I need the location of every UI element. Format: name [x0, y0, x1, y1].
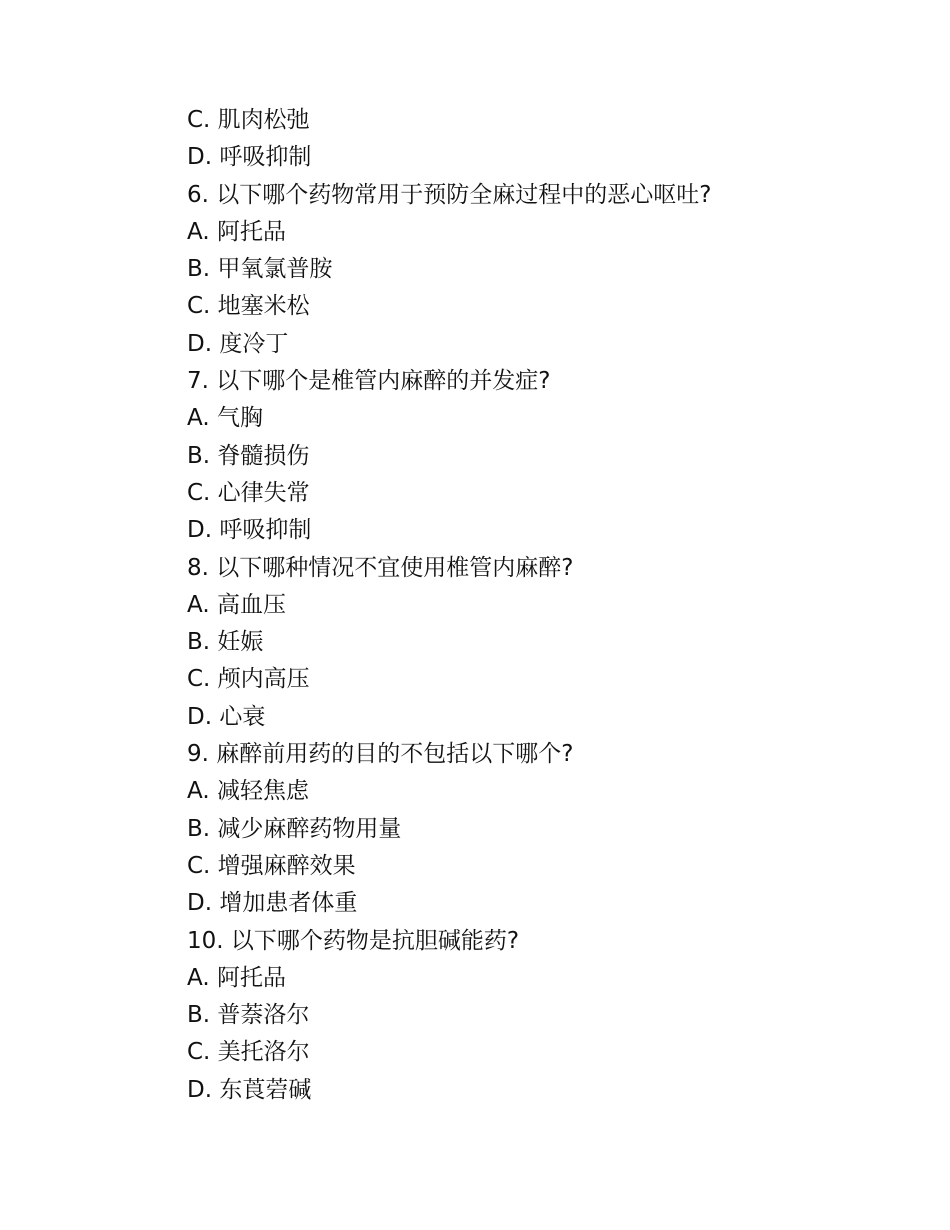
- option-text: D. 呼吸抑制: [187, 517, 312, 544]
- option-text: C. 肌肉松弛: [187, 107, 310, 133]
- option-text: A. 减轻焦虑: [187, 778, 309, 805]
- option-text: D. 增加患者体重: [187, 890, 358, 917]
- question-text: 10. 以下哪个药物是抗胆碱能药?: [187, 927, 520, 954]
- option-text: D. 呼吸抑制: [187, 144, 312, 171]
- question-text: 9. 麻醉前用药的目的不包括以下哪个?: [187, 741, 574, 768]
- option-text: C. 地塞米松: [187, 293, 310, 320]
- option-text: C. 心律失常: [187, 479, 310, 506]
- option-text: B. 脊髓损伤: [187, 442, 310, 469]
- option-text: A. 高血压: [187, 591, 286, 618]
- question-text: 8. 以下哪种情况不宜使用椎管内麻醉?: [187, 554, 574, 581]
- option-text: C. 增强麻醉效果: [187, 852, 356, 879]
- option-text: C. 颅内高压: [187, 666, 310, 693]
- option-text: A. 阿托品: [187, 218, 286, 245]
- option-text: A. 气胸: [187, 405, 263, 432]
- question-text: 6. 以下哪个药物常用于预防全麻过程中的恶心呕吐?: [187, 181, 712, 208]
- option-text: B. 减少麻醉药物用量: [187, 815, 402, 842]
- option-text: D. 心衰: [187, 703, 266, 730]
- question-text: 7. 以下哪个是椎管内麻醉的并发症?: [187, 368, 551, 395]
- option-text: D. 度冷丁: [187, 330, 289, 357]
- option-text: C. 美托洛尔: [187, 1039, 310, 1066]
- option-text: B. 妊娠: [187, 629, 264, 656]
- option-text: B. 普萘洛尔: [187, 1002, 310, 1029]
- option-text: B. 甲氧氯普胺: [187, 256, 333, 283]
- option-text: D. 东莨菪碱: [187, 1076, 312, 1103]
- option-text: A. 阿托品: [187, 964, 286, 991]
- question-list: [187, 102, 887, 1109]
